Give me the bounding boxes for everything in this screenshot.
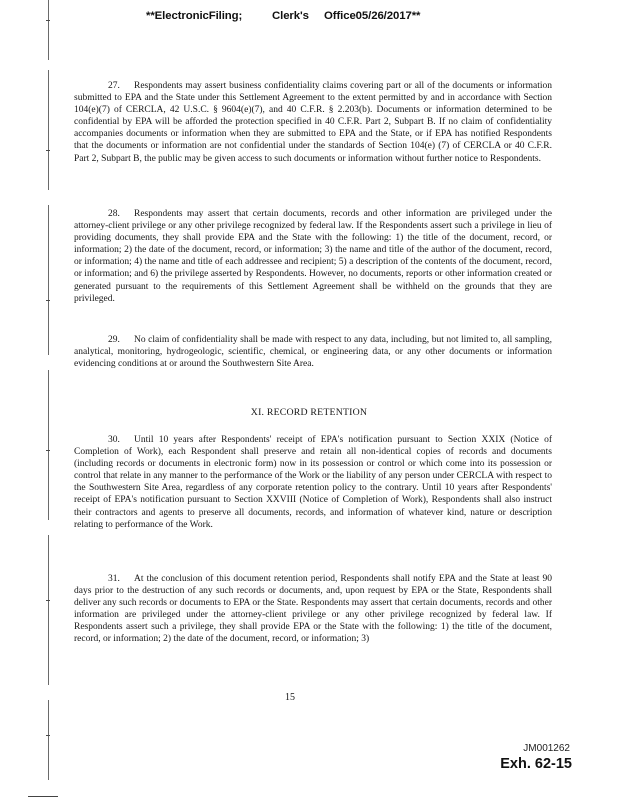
paragraph-text: Until 10 years after Respondents' receipt of EPA's notification pursuant to Section XXIX (Notice of Completion of Work), each Respondent shall preserve and retain all non-identical copies of records and documents (including records or documents in electronic form) now in its possession or control or which come into its possession or control that relate in any manner to the performance of the Work or the liability of any person under CERCLA with respect to the Southwestern Site Area, regardless of any corporate retention policy to the contrary. Until 10 years after Respondents' receipt of EPA's notification pursuant to Section XXVIII (Notice of Completion of Work), Respondents shall also instruct their contractors and agents to preserve all documents, records, and information of whatever kind, nature or description relating to performance of the Work. [74, 435, 552, 530]
scan-edge-tick [46, 735, 50, 736]
paragraph-number: 30. [108, 435, 120, 445]
paragraph-text: At the conclusion of this document retention period, Respondents shall notify EPA and the State at least 90 days prior to the destruction of any such records or documents, and, upon request by EPA or the State, Respondents shall deliver any such records or documents to EPA or the State. Respondents may assert that certain documents, records and other information are privileged under the attorney-client privilege or any other privilege recognized by federal law. If Respondents assert such a privilege, they shall provide EPA or the State with the following: 1) the title of the document, record, or information; 2) the date of the document, record, or information; 3) [74, 574, 552, 645]
scan-edge-line [48, 535, 49, 685]
paragraph-30 [74, 434, 552, 531]
paragraph-28 [74, 208, 552, 305]
paragraph-29 [74, 334, 552, 370]
exhibit-label: Exh. 62-15 [500, 756, 572, 772]
scan-edge-bottom [28, 796, 58, 797]
section-heading: XI. RECORD RETENTION [250, 407, 368, 418]
scan-edge-line [48, 205, 49, 355]
paragraph-27 [74, 80, 552, 165]
office-date-label: Office05/26/2017** [324, 10, 421, 22]
scan-edge-tick [46, 450, 50, 451]
paragraph-text: Respondents may assert that certain documents, records and other information are privileged under the attorney-client privilege or any other privilege recognized by federal law. If the Respondents assert such a privilege in lieu of providing documents, they shall provide EPA and the State with the following: 1) the title of the document, record, or information; 2) the date of the document, record, or information; 3) the name and title of the author of the document, record, or information; 4) the name and title of each addressee and recipient; 5) a description of the contents of the document, record, or information; and 6) the privilege asserted by Respondents. However, no documents, reports or other information created or generated pursuant to the requirements of this Settlement Agreement shall be withheld on the grounds that they are privileged. [74, 209, 552, 304]
paragraph-number: 28. [108, 209, 120, 219]
scan-edge-line [48, 0, 49, 60]
filing-label: **ElectronicFiling; [146, 10, 243, 22]
paragraph-31 [74, 573, 552, 646]
scan-edge-tick [46, 300, 50, 301]
paragraph-text: No claim of confidentiality shall be made with respect to any data, including, but not limited to, all sampling, analytical, monitoring, hydrogeologic, scientific, chemical, or engineering data, or any other documents or information evidencing conditions at or around the Southwestern Site Area. [74, 335, 552, 370]
scan-edge-tick [46, 150, 50, 151]
scan-edge-line [48, 700, 49, 780]
scan-edge-line [48, 70, 49, 190]
clerk-label: Clerk's [272, 10, 309, 22]
page-number: 15 [285, 692, 295, 703]
paragraph-number: 31. [108, 574, 120, 584]
paragraph-text: Respondents may assert business confidentiality claims covering part or all of the documents or information submitted to EPA and the State under this Settlement Agreement to the extent permitted by and in accordance with Section 104(e)(7) of CERCLA, 42 U.S.C. § 9604(e)(7), and 40 C.F.R. § 2.203(b). Documents or information determined to be confidential by EPA will be afforded the protection specified in 40 C.F.R. Part 2, Subpart B. If no claim of confidentiality accompanies documents or information when they are submitted to EPA and the State, or if EPA has notified Respondents that the documents or information are not confidential under the standards of Section 104(e) (7) of CERCLA or 40 C.F.R. Part 2, Subpart B, the public may be given access to such documents or information without further notice to Respondents. [74, 81, 552, 164]
scan-edge-tick [46, 600, 50, 601]
scan-edge-tick [46, 20, 50, 21]
paragraph-number: 27. [108, 81, 120, 91]
paragraph-number: 29. [108, 335, 120, 345]
scan-edge-line [48, 370, 49, 520]
bates-number: JM001262 [523, 743, 570, 754]
